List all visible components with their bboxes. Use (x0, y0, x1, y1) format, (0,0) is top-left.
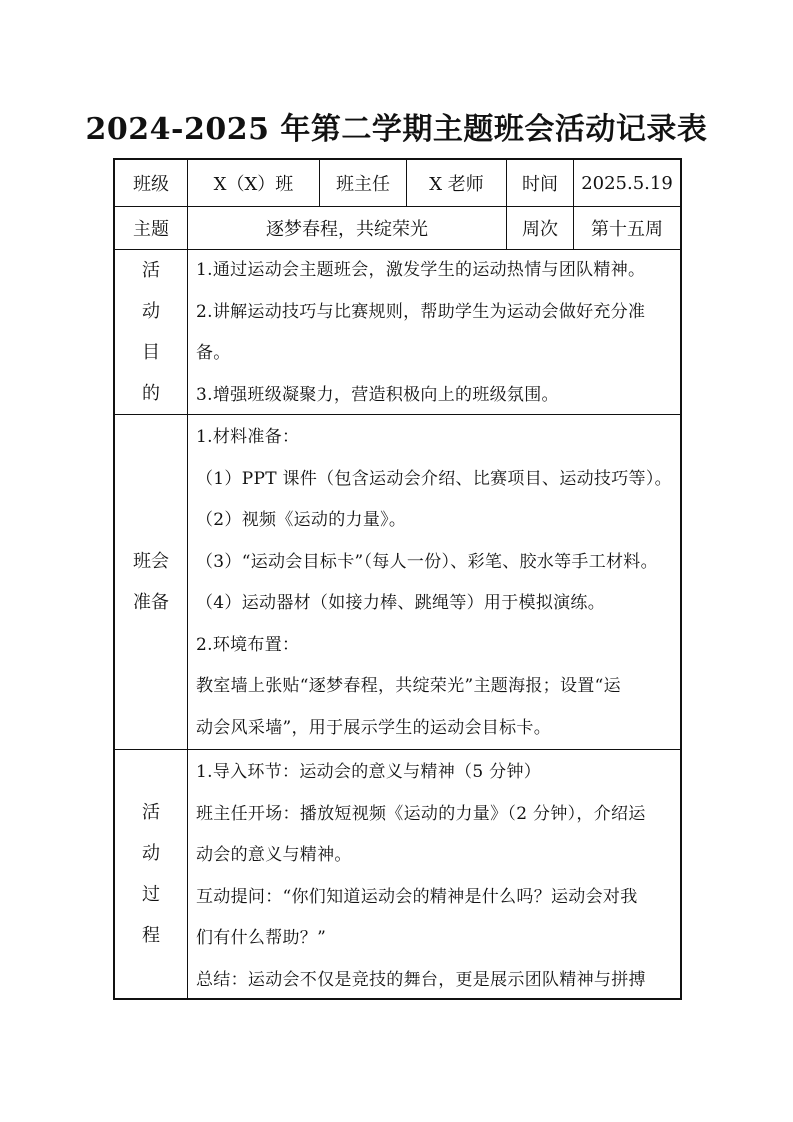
week-label-cell (507, 207, 574, 250)
process-label-char: 活 (142, 802, 160, 823)
goal-line: 3.增强班级凝聚力，营造积极向上的班级氛围。 (196, 384, 559, 405)
prep-line: （1）PPT 课件（包含运动会介绍、比赛项目、运动技巧等）。 (196, 468, 672, 489)
time-value: 2025.5.19 (581, 172, 673, 194)
goal-section-label (115, 250, 188, 415)
theme-value-cell (188, 207, 507, 250)
page-title: 2024-2025 年第二学期主题班会活动记录表 (85, 112, 708, 147)
process-section-label (115, 750, 188, 998)
prep-label-line: 班会 (133, 551, 169, 572)
prep-line: 1.材料准备： (196, 427, 300, 447)
process-line: 动会的意义与精神。 (196, 845, 352, 865)
goal-label-char: 活 (142, 260, 160, 281)
goal-section-content (188, 250, 680, 415)
process-label-char: 动 (142, 843, 160, 864)
class-value: X（X）班 (213, 174, 294, 195)
process-label-char: 过 (142, 884, 160, 905)
goal-line: 2.讲解运动技巧与比赛规则，帮助学生为运动会做好充分准 (196, 301, 646, 322)
prep-label-line: 准备 (133, 592, 169, 613)
prep-line: 动会风采墙”，用于展示学生的运动会目标卡。 (196, 717, 551, 738)
theme-label-cell (115, 207, 188, 250)
process-line: 班主任开场：播放短视频《运动的力量》（2 分钟），介绍运 (196, 803, 646, 824)
teacher-label-cell (320, 160, 407, 207)
week-value: 第十五周 (591, 219, 663, 240)
week-label: 周次 (522, 219, 558, 240)
prep-line: （4）运动器材（如接力棒、跳绳等）用于模拟演练。 (196, 593, 606, 613)
goal-label-char: 的 (142, 383, 160, 404)
process-section-content (188, 750, 680, 998)
teacher-label: 班主任 (336, 174, 390, 195)
prep-section-label (115, 415, 188, 750)
teacher-value-cell (407, 160, 507, 207)
process-line: 们有什么帮助？” (196, 928, 327, 948)
class-label: 班级 (133, 174, 169, 195)
goal-label-char: 动 (142, 301, 160, 322)
theme-label: 主题 (133, 219, 169, 240)
prep-line: （3）“运动会目标卡”（每人一份）、彩笔、胶水等手工材料。 (196, 551, 658, 572)
goal-line: 备。 (196, 343, 231, 363)
prep-line: 教室墙上张贴“逐梦春程，共绽荣光”主题海报；设置“运 (196, 676, 621, 696)
theme-value: 逐梦春程，共绽荣光 (266, 219, 428, 240)
goal-line: 1.通过运动会主题班会，激发学生的运动热情与团队精神。 (196, 260, 646, 280)
prep-line: （2）视频《运动的力量》。 (196, 510, 407, 530)
time-label-cell (507, 160, 574, 207)
process-line: 1.导入环节：运动会的意义与精神（5 分钟） (196, 762, 542, 782)
prep-line: 2.环境布置： (196, 634, 300, 655)
class-value-cell (188, 160, 320, 207)
teacher-value: X 老师 (429, 174, 484, 195)
process-line: 总结：运动会不仅是竞技的舞台，更是展示团队精神与拼搏 (196, 969, 646, 990)
time-value-cell (574, 160, 680, 207)
process-line: 互动提问：“你们知道运动会的精神是什么吗？运动会对我 (196, 886, 638, 907)
process-label-char: 程 (142, 925, 160, 946)
goal-label-char: 目 (142, 342, 160, 363)
prep-section-content (188, 415, 680, 750)
week-value-cell (574, 207, 680, 250)
record-table (113, 158, 682, 1000)
time-label: 时间 (522, 174, 558, 195)
class-label-cell (115, 160, 188, 207)
